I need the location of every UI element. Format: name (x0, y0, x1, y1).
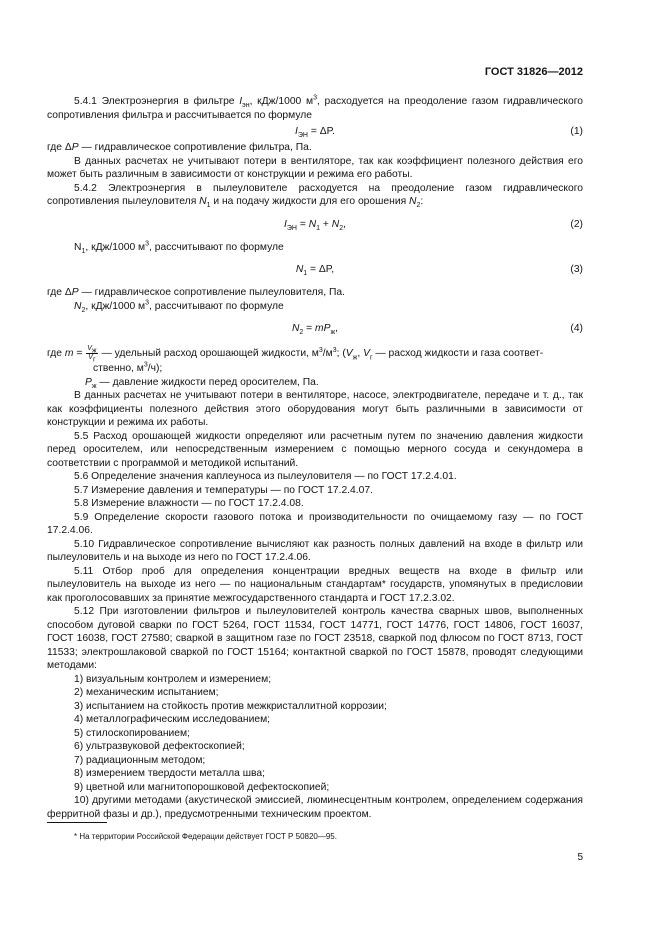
clause-5-4-2: 5.4.2 Электроэнергия в пылеуловителе расходуется на преодоление газом гидравлического сопротивления пылеуловителя $N_1$ и на подачу жидкости для его орошения $N_2$: (47, 182, 583, 210)
list-item: 7) радиационным методом; (74, 754, 206, 766)
page-number: 5 (577, 852, 583, 863)
document-body (47, 95, 583, 821)
where-clause-4-pressure: $P_ж$ — давление жидкости перед оросителем, Па. (85, 376, 319, 390)
list-item: 8) измерением твердости металла шва; (74, 768, 265, 779)
clause-5-10: 5.10 Гидравлическое сопротивление вычисляют как разность полных давлений на входе в фильтр или пылеуловитель и на выходе из него по ГОСТ 17.2.4.06. (47, 538, 583, 563)
methods-list (47, 673, 583, 822)
list-item: 9) цветной или магнитопорошковой дефектоскопией; (74, 781, 330, 793)
paragraph-fan-losses: В данных расчетах не учитывают потери в вентиляторе, так как коэффициент полезного действия его может быть различным в зависимости от конструкции и режима его работы. (47, 155, 583, 180)
equation-3: $N_1 = \Delta P$, (3) (295, 264, 583, 278)
list-item: 10) другими методами (акустической эмиссией, люминесцентным контролем, определением содержания ферритной фазы и др.), предусмотренными техническим проектом. (47, 795, 583, 820)
list-item: 4) металлографическим исследованием; (74, 714, 271, 725)
footnote-divider (47, 822, 107, 823)
clause-5-11: 5.11 Отбор проб для определения концентрации вредных веществ на входе в фильтр или пылеуловитель на выходе из него — по национальным стандартам* государств, упомянутых в предисловии как проголосовавших за принятие межгосударственного стандарта и ГОСТ 17.2.3.02. (47, 565, 583, 604)
list-item: 1) визуальным контролем и измерением; (74, 673, 272, 685)
equation-number: (4) (570, 323, 583, 334)
n1-definition: $N_1$, кДж/1000 $м^3$, рассчитывают по формуле (74, 240, 284, 255)
footnote: * На территории Российской Федерации действует ГОСТ Р 50820—95. (74, 832, 337, 841)
equation-2: $I_{ЭН} = N_1 + N_2$, (2) (283, 218, 583, 232)
clause-5-8: 5.8 Измерение влажности — по ГОСТ 17.2.4.08. (74, 498, 304, 509)
equation-1: $I_{ЭН} = \Delta P$. (1) (295, 126, 583, 140)
n2-definition: $N_2$, кДж/1000 $м^3$, рассчитывают по формуле (74, 299, 284, 314)
where-clause-4-cont: ственно, $м^3/ч$); (93, 361, 163, 374)
where-clause-3: где ΔP — гидравлическое сопротивление пылеуловителя, Па. (47, 287, 345, 298)
list-item: 3) испытанием на стойкость против межкристаллитной коррозии; (74, 700, 387, 712)
paragraph-equipment-losses: В данных расчетах не учитывают потери в вентиляторе, насосе, электродвигателе, передаче и т. д., так как коэффициенты полезного действия этого оборудования могут быть различными в зависимости от конструкции и режима их работы. (47, 390, 583, 428)
list-item: 5) стилоскопированием; (74, 727, 190, 739)
fraction: $\frac{V_ж}{V_г}$ (87, 345, 97, 364)
clause-5-5: 5.5 Расход орошающей жидкости определяют или расчетным путем по значению давления жидкости перед оросителем, или непосредственным измерением с помощью мерного сосуда и секундомера в соответствии с программой и методикой испытаний. (47, 430, 583, 469)
clause-5-9: 5.9 Определение скорости газового потока и производительности по очищаемому газу — по ГОСТ 17.2.4.06. (47, 511, 583, 536)
equation-number: (1) (570, 126, 583, 137)
equation-4: $N_2 = mP_ж$, (4) (291, 323, 583, 337)
equation-number: (2) (570, 218, 583, 230)
list-item: 6) ультразвуковой дефектоскопией; (74, 741, 245, 752)
where-clause-1: где ΔP — гидравлическое сопротивление фильтра, Па. (47, 142, 312, 153)
clause-5-6: 5.6 Определение значения каплеуноса из пылеуловителя — по ГОСТ 17.2.4.01. (74, 471, 457, 482)
where-clause-4: где m = $\frac{V_ж}{V_г}$ — удельный расход орошающей жидкости, $м^3/м^3$; ($V_ж$, $V_г$ — расход жидкости и газа соответ- (47, 345, 544, 364)
list-item: 2) механическим испытанием; (74, 687, 219, 698)
clause-5-7: 5.7 Измерение давления и температуры — по ГОСТ 17.2.4.07. (74, 484, 373, 496)
equation-number: (3) (570, 264, 583, 275)
clause-5-4-1: 5.4.1 Электроэнергия в фильтре $I_{эн}$, кДж/1000 $м^3$, расходуется на преодоление газом гидравлического сопротивления фильтра и рассчитывается по формуле (47, 94, 583, 121)
document-number-header: ГОСТ 31826—2012 (484, 66, 583, 78)
clause-5-12: 5.12 При изготовлении фильтров и пылеуловителей контроль качества сварных швов, выполненных способом дуговой сварки по ГОСТ 5264, ГОСТ 11534, ГОСТ 14771, ГОСТ 14776, ГОСТ 14806, ГОСТ 16037, ГОСТ 16038, ГОСТ 27580; сваркой в защитном газе по ГОСТ 23518, сваркой под флюсом по ГОСТ 8713, ГОСТ 11533; электрошлаковой сваркой по ГОСТ 15164; контактной сваркой по ГОСТ 15878, проводят следующими методами: (47, 606, 583, 671)
